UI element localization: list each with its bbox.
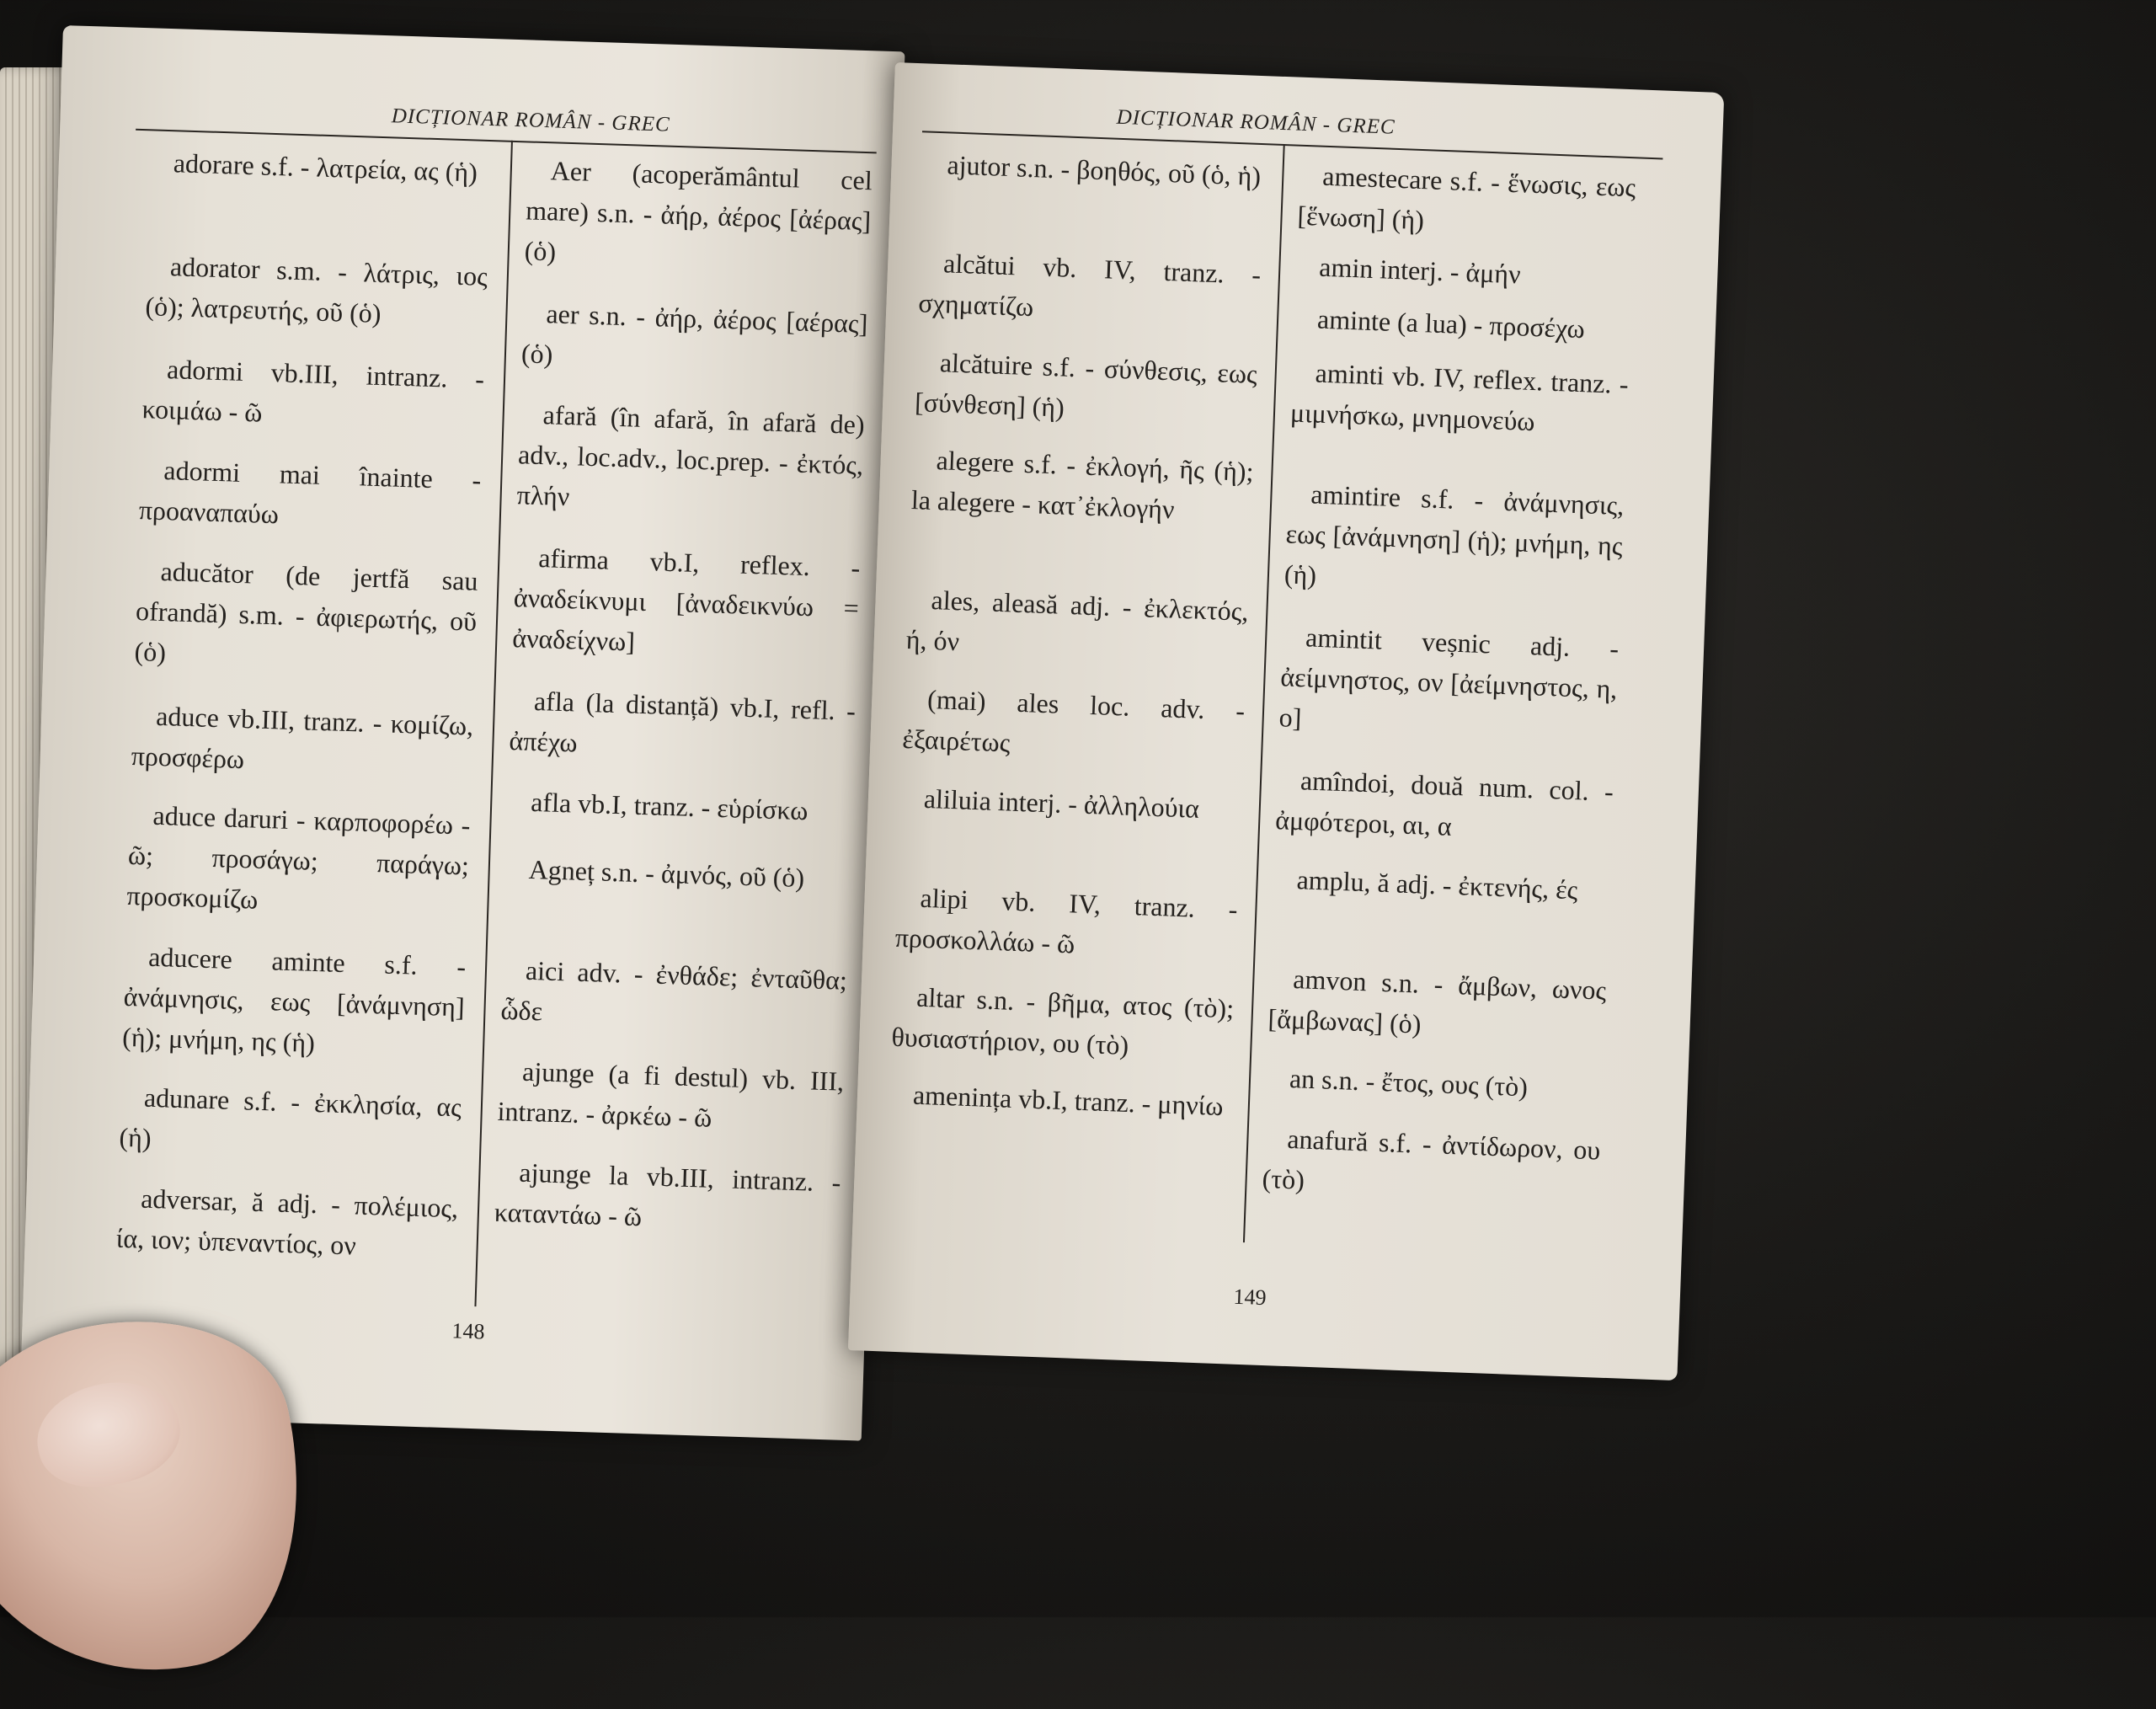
entry-head: amintit veșnic <box>1305 622 1492 660</box>
entry-body: - προαναπαύω <box>138 463 482 530</box>
entry <box>512 537 861 669</box>
entry <box>1283 473 1625 606</box>
entry-head: alegere <box>936 445 1015 478</box>
entry <box>138 449 482 541</box>
entry-head: Agneț <box>528 853 595 887</box>
entry-body: (în afară, în afară de) adv., loc.adv., loc.prep. - ἐκτός, πλήν <box>516 401 866 512</box>
entry-body: adj. - πολέμιος, ία, ιον; ὑπεναντίος, ον <box>115 1187 459 1261</box>
entry-body: s.f. - ἐκλογή, ῆς (ἡ); la alegere - κατ᾽ἐκλογήν <box>910 447 1255 525</box>
entry <box>894 877 1238 970</box>
entry-body: s.m. - λάτρις, ιος (ὁ); λατρευτής, οῦ (ὁ) <box>145 254 488 329</box>
entry-body: (a fi destul) vb. III, intranz. - ἀρκέω - ῶ <box>497 1058 845 1133</box>
entry <box>905 579 1249 672</box>
entry-body: interj. - ἀλληλούια <box>990 785 1200 824</box>
entry-body: s.f. - ἀντίδωρον, ου (τὸ) <box>1262 1126 1601 1195</box>
entry <box>1262 1118 1601 1211</box>
entry <box>923 143 1265 196</box>
entry-head: alcătui <box>942 248 1017 281</box>
right-page-number: 149 <box>1233 1284 1267 1311</box>
entry <box>1297 155 1636 248</box>
entry <box>914 341 1257 435</box>
entry-body: adj. - ἀείμνηστος, ον [ἀείμνηστος, η, ο] <box>1278 628 1620 734</box>
entry <box>500 949 848 1041</box>
entry <box>1289 352 1629 446</box>
entry-body: interj. - ἀμήν <box>1372 253 1522 290</box>
entry-body: s.f. - ἀνάμνησις, εως [ἀνάμνηση] (ἡ); μνήμη, ης (ἡ) <box>1283 482 1625 590</box>
entry-body: num. col. - ἀμφότεροι, αι, α <box>1274 771 1614 841</box>
entry <box>1293 298 1630 351</box>
entry <box>119 1076 462 1168</box>
entry-body: vb. IV, tranz. - προσκολλάω - ῶ <box>894 884 1239 959</box>
entry-body: vb.III, intranz. - καταντάω - ῶ <box>494 1160 841 1232</box>
entry-body: s.f. - ἐκκλησία, ας (ἡ) <box>119 1084 462 1153</box>
entry-head: aducere aminte <box>147 941 346 979</box>
entry-body: vb. IV, reflex. tranz. - μιμνήσκω, μνημονεύω <box>1289 360 1630 437</box>
entry <box>1274 759 1614 852</box>
entry-body: - καρποφορέω - ῶ; προσάγω; παράγω; προσκομίζω <box>126 804 471 915</box>
entry-head: anafură <box>1286 1123 1369 1157</box>
entry-head: alcătuire <box>939 347 1033 382</box>
entry-head: ajunge la <box>518 1156 629 1191</box>
entry <box>141 348 485 440</box>
entry-body: (la distanță) vb.I, refl. - ἀπέχω <box>509 686 857 758</box>
entry-body: vb.III, tranz. - κομίζω, προσφέρω <box>131 702 474 775</box>
entry-head: amestecare <box>1321 160 1444 195</box>
entry-body: (a lua) - προσέχω <box>1390 306 1586 344</box>
entry-head: ajutor <box>946 149 1011 183</box>
entry-body: vb.I, tranz. - εὑρίσκω <box>570 788 808 826</box>
entry <box>891 976 1235 1070</box>
entry <box>520 292 868 384</box>
entry-body: s.n. - ἄμβων, ωνος [ἄμβωνας] (ὁ) <box>1267 966 1607 1039</box>
entry <box>509 680 857 772</box>
entry-body: vb. IV, tranz. - σχηματίζω <box>917 250 1262 323</box>
entry <box>145 245 488 337</box>
entry-head: ajunge <box>521 1055 595 1089</box>
entry <box>497 1050 845 1142</box>
entry-head: aducător <box>160 555 254 590</box>
entry <box>1278 616 1620 750</box>
entry-head: adunare <box>143 1081 230 1115</box>
entry-body: s.f. - λατρεία, ας (ἡ) <box>253 150 478 188</box>
entry-head: aduce daruri <box>152 799 289 835</box>
entry-head: adormi <box>166 354 244 387</box>
entry-head: amvon <box>1292 964 1368 997</box>
entry <box>910 439 1254 532</box>
entry <box>126 794 471 927</box>
entry-head: afară <box>542 399 598 432</box>
entry <box>1295 246 1633 299</box>
entry-body: s.n. - ἔτος, ους (τὸ) <box>1314 1064 1529 1103</box>
entry-body: s.n. - ἀμνός, οῦ (ὁ) <box>594 856 805 894</box>
entry <box>902 678 1246 772</box>
entry <box>122 936 467 1068</box>
entry <box>1273 858 1610 911</box>
entry-head: afla <box>530 786 572 819</box>
entry-body: adj. - ἐκλεκτός, ή, όν <box>905 589 1250 657</box>
entry-body: s.n. - βοηθός, οῦ (ὁ, ἡ) <box>1009 152 1262 191</box>
entry-head: amîndoi, două <box>1299 765 1465 802</box>
entry-body: s.n. - ἀήρ, ἀέρος [αέρας] (ὁ) <box>520 299 868 370</box>
entry <box>1267 958 1607 1051</box>
entry-body: s.f. - ἀνάμνησις, εως [ἀνάμνηση] (ἡ); μνήμη, ης (ἡ) <box>121 948 467 1058</box>
entry <box>504 848 851 900</box>
entry-head: aer <box>545 298 580 330</box>
entry-head: aici <box>525 954 565 987</box>
entry-body: loc. adv. - ἐξαιρέτως <box>901 688 1246 758</box>
entry-head: adorare <box>173 147 255 181</box>
entry-head: aminte <box>1316 303 1391 337</box>
entry-body: (de jertfă sau ofrandă) s.m. - ἀφιερωτής, οῦ (ὁ) <box>134 558 479 668</box>
entry <box>516 393 865 526</box>
entry <box>134 550 478 682</box>
entry-body: vb.I, reflex. - ἀναδείκνυμι [ἀναδεικνύω = ἀναδείχνω] <box>511 544 861 657</box>
entry-head: amin <box>1318 251 1374 284</box>
entry <box>889 1074 1230 1127</box>
entry <box>115 1178 459 1269</box>
left-page-number: 148 <box>451 1318 485 1344</box>
entry-head: amintire <box>1310 478 1401 513</box>
entry <box>131 695 474 787</box>
right-page <box>848 62 1724 1381</box>
right-running-head: DICȚIONAR ROMÂN - GREC <box>1116 105 1396 139</box>
entry-body: adv. - ἐνθάδε; ἐνταῦθα; ὧδε <box>499 956 848 1027</box>
entry-head: aduce <box>155 700 220 734</box>
entry-head: aliluia <box>923 782 992 816</box>
entry <box>507 781 853 832</box>
entry <box>899 777 1241 830</box>
entry <box>1265 1057 1603 1110</box>
entry-head: adorator <box>169 251 261 285</box>
entry-head: afla <box>533 685 575 718</box>
entry-head: adversar, ă <box>140 1183 264 1218</box>
entry-head: (mai) ales <box>926 683 1059 719</box>
entry <box>149 142 491 193</box>
left-running-head: DICȚIONAR ROMÂN - GREC <box>391 104 671 136</box>
entry-head: Aer <box>550 155 592 187</box>
entry <box>918 242 1262 335</box>
entry-head: alipi <box>920 882 969 915</box>
entry <box>494 1151 841 1243</box>
entry-head: aminti <box>1315 357 1385 391</box>
entry-head: an <box>1289 1062 1315 1095</box>
entry-head: ales, aleasă <box>930 585 1059 620</box>
entry-body: (acoperământul cel mare) s.n. - ἀήρ, ἀέρος [ἀέρας] (ὁ) <box>524 156 873 267</box>
entry-head: altar <box>915 981 965 1014</box>
entry-body: s.f. - ἕνωσις, εως [ἕνωση] (ἡ) <box>1297 164 1636 236</box>
entry-head: amenința <box>912 1079 1012 1114</box>
entry <box>524 149 873 281</box>
entry-head: amplu, ă <box>1296 864 1390 899</box>
entry-body: s.n. - βῆμα, ατος (τὸ); θυσιαστήριον, ου (τὸ) <box>890 983 1235 1060</box>
entry-head: afirma <box>537 542 610 575</box>
entry-body: adj. - ἐκτενής, ές <box>1389 868 1578 905</box>
left-page <box>19 25 905 1441</box>
thumbnail <box>28 1370 189 1498</box>
entry-head: adormi mai înainte <box>163 455 434 494</box>
entry-body: vb.I, tranz. - μηνίω <box>1011 1082 1225 1122</box>
entry-body: vb.III, intranz. - κοιμάω - ῶ <box>141 355 485 428</box>
entry-body: s.f. - σύνθεσις, εως [σύνθεση] (ἡ) <box>914 350 1258 423</box>
